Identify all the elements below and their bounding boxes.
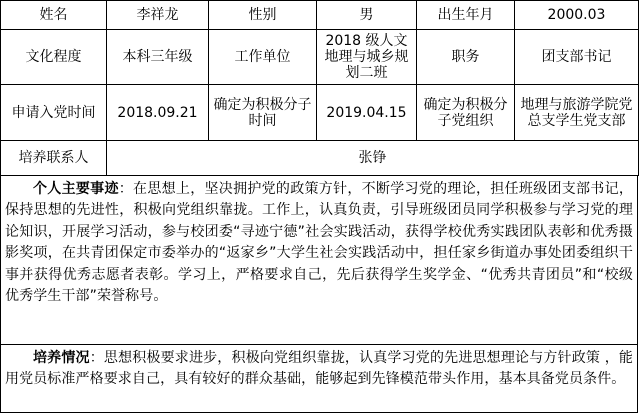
row-dates	[1, 85, 639, 141]
training-text: ：思想积极要求进步，积极向党组织靠拢，认真学习党的先进思想理论与方针政策 ，能用党员标准严格要求自己，具有较好的群众基础，能够起到先锋模范带头作用，基本具备党员条件。	[5, 350, 633, 388]
row-basic	[1, 1, 639, 30]
training-paragraph	[1, 345, 637, 391]
row-contact	[1, 141, 639, 176]
contact-label: 培养联系人	[1, 141, 107, 176]
birth-label: 出生年月	[417, 1, 515, 30]
party-org-label: 确定为积极分子党组织	[417, 85, 515, 141]
deeds-text: ：在思想上，坚决拥护党的政策方针，不断学习党的理论，担任班级团支部书记，保持思想的先进性，积极向党组织靠拢。工作上，认真负责，引导班级团员同学积极参与学习党的理论知识，开展学习活动，参与校团委“寻迹宁德”社会实践活动，获得学校优秀实践团队表彰和优秀摄影奖项，在共青团保定市委举办的“返家乡”大学生社会实践活动中，担任家乡街道办事处团委组织干事并获得优秀志愿者表彰。学习上，严格要求自己，先后获得学生奖学金、“优秀共青团员”和“校级优秀学生干部”荣誉称号。	[5, 181, 633, 305]
activist-date-label: 确定为积极分子时间	[209, 85, 317, 141]
work-unit-value: 2018 级人文地理与城乡规划二班	[317, 30, 417, 85]
post-label: 职务	[417, 30, 515, 85]
contact-value: 张铮	[107, 141, 639, 176]
education-value: 本科三年级	[107, 30, 209, 85]
party-org-value: 地理与旅游学院党总支学生党支部	[515, 85, 639, 141]
activist-date-value: 2019.04.15	[317, 85, 417, 141]
name-value: 李祥龙	[107, 1, 209, 30]
info-table	[0, 0, 639, 176]
deeds-heading: 个人主要事迹	[33, 181, 119, 197]
apply-date-label: 申请入党时间	[1, 85, 107, 141]
training-heading: 培养情况	[33, 350, 90, 366]
education-label: 文化程度	[1, 30, 107, 85]
gender-value: 男	[317, 1, 417, 30]
deeds-paragraph	[1, 176, 637, 307]
deeds-section	[0, 176, 638, 345]
work-unit-label: 工作单位	[209, 30, 317, 85]
training-section	[0, 345, 638, 413]
birth-value: 2000.03	[515, 1, 639, 30]
gender-label: 性别	[209, 1, 317, 30]
name-label: 姓名	[1, 1, 107, 30]
post-value: 团支部书记	[515, 30, 639, 85]
row-education	[1, 30, 639, 85]
apply-date-value: 2018.09.21	[107, 85, 209, 141]
